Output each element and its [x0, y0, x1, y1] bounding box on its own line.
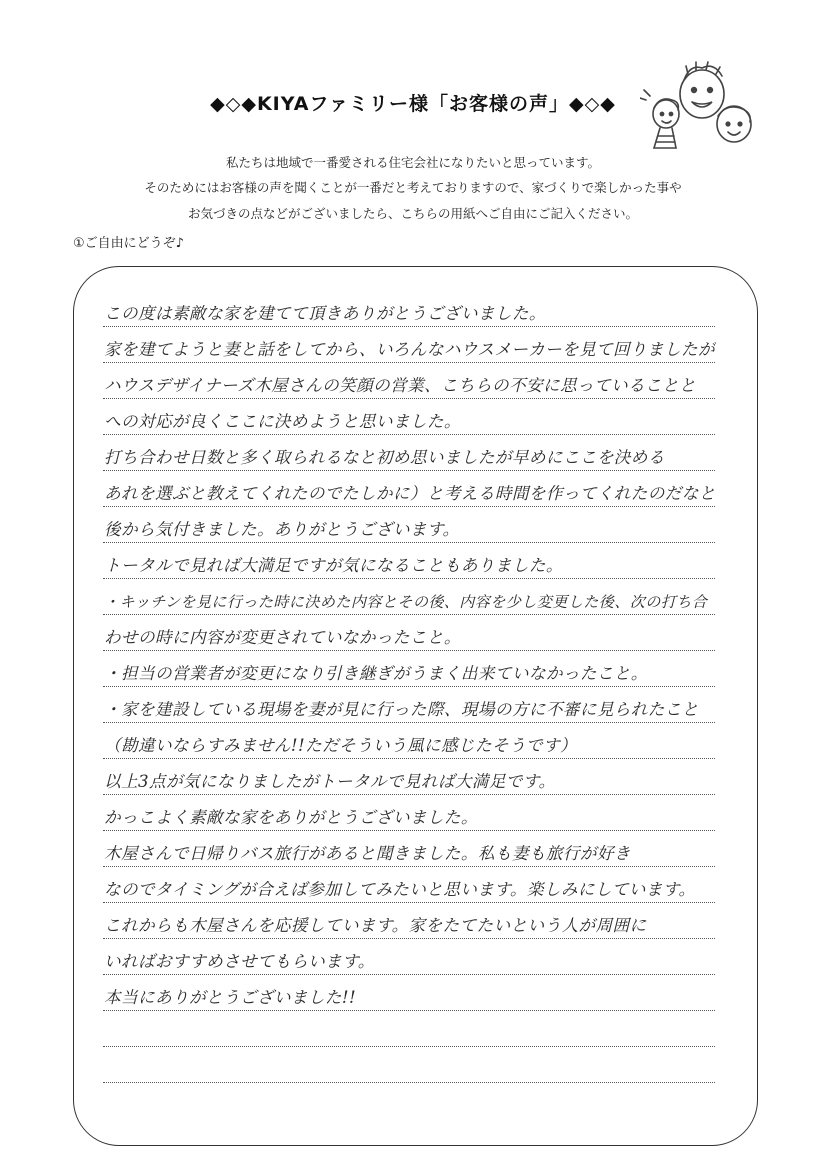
handwritten-text: わせの時に内容が変更されていなかったこと。	[104, 628, 461, 647]
comment-line	[103, 290, 715, 327]
handwritten-text: あれを選ぶと教えてくれたのでたしかに）と考える時間を作ってくれたのだなと	[104, 484, 716, 503]
comment-line	[103, 1010, 715, 1047]
comment-line	[103, 938, 715, 975]
handwritten-text: ・家を建設している現場を妻が見に行った際、現場の方に不審に見られたこと	[104, 700, 699, 719]
handwritten-text: かっこよく素敵な家をありがとうございました。	[104, 808, 478, 827]
handwritten-text: 木屋さんで日帰りバス旅行があると聞きました。私も妻も旅行が好き	[104, 844, 631, 863]
comment-line	[103, 434, 715, 471]
comment-line	[103, 830, 715, 867]
comment-line	[103, 974, 715, 1011]
comment-line	[103, 758, 715, 795]
handwritten-text: 家を建てようと妻と話をしてから、いろんなハウスメーカーを見て回りましたが	[104, 340, 715, 359]
handwritten-text: （勘違いならすみません!!ただそういう風に感じたそうです）	[104, 736, 577, 755]
handwritten-text: への対応が良くここに決めようと思いました。	[104, 412, 461, 431]
handwritten-text: 以上3点が気になりましたがトータルで見れば大満足です。	[104, 772, 556, 791]
handwritten-text: トータルで見れば大満足ですが気になることもありました。	[104, 556, 563, 575]
intro-line: 私たちは地域で一番愛される住宅会社になりたいと思っています。	[225, 155, 600, 170]
comment-line	[103, 902, 715, 939]
handwritten-text: 後から気付きました。ありがとうございます。	[104, 520, 460, 539]
comment-line	[103, 794, 715, 831]
handwritten-text: ・担当の営業者が変更になり引き継ぎがうまく出来ていなかったこと。	[104, 664, 648, 683]
handwritten-text: ハウスデザイナーズ木屋さんの笑顔の営業、こちらの不安に思っていることと	[104, 376, 696, 395]
handwritten-text: これからも木屋さんを応援しています。家をたてたいという人が周囲に	[104, 916, 647, 935]
comment-line	[103, 398, 715, 435]
comment-line	[103, 866, 715, 903]
comment-line	[103, 650, 715, 687]
handwritten-text: 打ち合わせ日数と多く取られるなと初め思いましたが早めにここを決める	[104, 448, 665, 467]
handwritten-text: なのでタイミングが合えば参加してみたいと思います。楽しみにしています。	[104, 880, 696, 899]
comment-line	[103, 542, 715, 579]
handwritten-text: ・キッチンを見に行った時に決めた内容とその後、内容を少し変更した後、次の打ち合	[104, 593, 708, 611]
handwritten-text: いればおすすめさせてもらいます。	[104, 952, 375, 971]
form-title: ◆◇◆KIYAファミリー様「お客様の声」◆◇◆	[210, 93, 616, 115]
intro-line: そのためにはお客様の声を聞くことが一番だと考えておりますので、家づくりで楽しかった事や	[144, 180, 682, 195]
free-comment-prompt: ①ご自由にどうぞ♪	[73, 236, 184, 251]
handwritten-text: この度は素敵な家を建てて頂きありがとうございました。	[104, 304, 546, 323]
intro-line: お気づきの点などがございましたら、こちらの用紙へご自由にご記入ください。	[187, 206, 638, 221]
comment-line	[103, 362, 715, 399]
comment-line	[103, 614, 715, 651]
handwritten-text: 本当にありがとうございました!!	[104, 988, 357, 1007]
comment-line	[103, 686, 715, 723]
comment-line	[103, 506, 715, 543]
comment-line	[103, 470, 715, 507]
comment-line	[103, 1046, 715, 1083]
comment-line	[103, 578, 715, 615]
family-faces-logo	[640, 56, 758, 166]
comment-line	[103, 326, 715, 363]
comment-line	[103, 722, 715, 759]
